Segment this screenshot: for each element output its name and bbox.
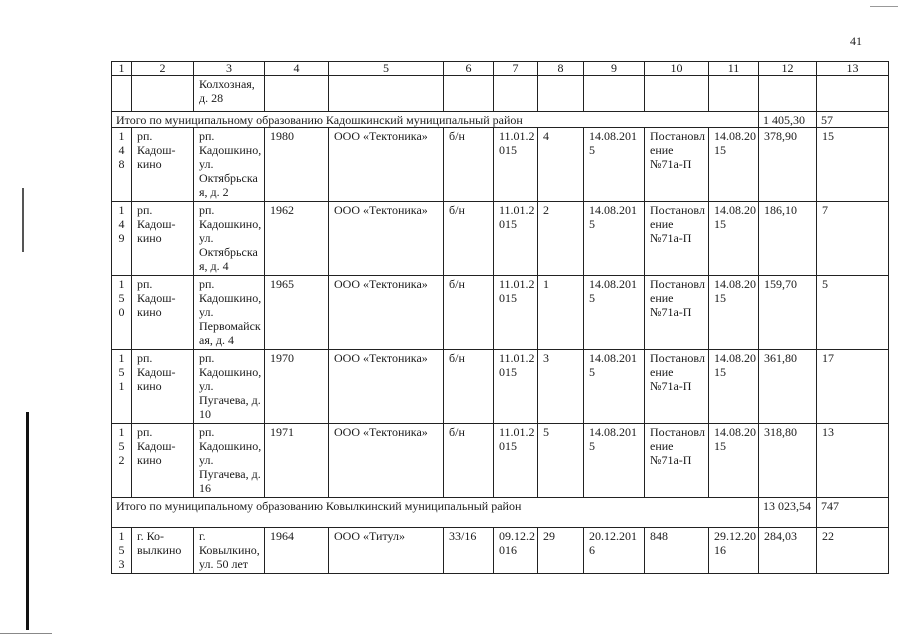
row-number-digit: 2 bbox=[118, 453, 125, 467]
row-number-digit: 5 bbox=[118, 439, 125, 453]
cell-doc-no: 33/16 bbox=[444, 528, 494, 574]
scan-artifact-left-bar bbox=[26, 412, 29, 630]
row-number-digit: 1 bbox=[118, 129, 125, 143]
header-cell-12: 12 bbox=[759, 62, 817, 76]
cell-year: 1962 bbox=[265, 202, 329, 276]
cell-date2: 14.08.2015 bbox=[584, 424, 645, 498]
row-number bbox=[112, 276, 132, 350]
cell-year: 1970 bbox=[265, 350, 329, 424]
cell-people: 15 bbox=[817, 128, 889, 202]
cell-date1: 11.01.2015 bbox=[494, 128, 538, 202]
cell-date3: 14.08.2015 bbox=[709, 128, 759, 202]
table-cell bbox=[444, 76, 494, 112]
table-row bbox=[112, 128, 889, 202]
cell-date2: 14.08.2015 bbox=[584, 202, 645, 276]
scan-artifact-left bbox=[22, 188, 24, 252]
scan-artifact-top bbox=[870, 6, 898, 7]
cell-date1: 11.01.2015 bbox=[494, 202, 538, 276]
row-number bbox=[112, 350, 132, 424]
cell-units: 3 bbox=[538, 350, 584, 424]
cell-org: ООО «Тектоника» bbox=[329, 276, 444, 350]
table-cell bbox=[494, 76, 538, 112]
cell-doc-no: б/н bbox=[444, 128, 494, 202]
cell-settlement: рп. Кадош-кино bbox=[132, 276, 194, 350]
cell-year: 1971 bbox=[265, 424, 329, 498]
cell-people: 22 bbox=[817, 528, 889, 574]
cell-date1: 11.01.2015 bbox=[494, 276, 538, 350]
cell-units: 5 bbox=[538, 424, 584, 498]
cell-org: ООО «Тектоника» bbox=[329, 424, 444, 498]
header-cell-10: 10 bbox=[645, 62, 709, 76]
cell-org: ООО «Тектоника» bbox=[329, 128, 444, 202]
scan-artifact-bottom bbox=[0, 633, 52, 634]
header-cell-11: 11 bbox=[709, 62, 759, 76]
cell-people: 17 bbox=[817, 350, 889, 424]
cell-units: 1 bbox=[538, 276, 584, 350]
cell-area: 284,03 bbox=[759, 528, 817, 574]
cell-year: 1980 bbox=[265, 128, 329, 202]
cell-people: 7 bbox=[817, 202, 889, 276]
cell-doc: Постановление №71а-П bbox=[645, 350, 709, 424]
table-cell bbox=[538, 76, 584, 112]
header-cell-7: 7 bbox=[494, 62, 538, 76]
summary-count: 57 bbox=[817, 112, 889, 128]
cell-org: ООО «Тектоника» bbox=[329, 202, 444, 276]
cell-date3: 14.08.2015 bbox=[709, 350, 759, 424]
cell-date2: 20.12.2016 bbox=[584, 528, 645, 574]
cell-people: 13 bbox=[817, 424, 889, 498]
header-row bbox=[112, 62, 889, 76]
summary-area: 13 023,54 bbox=[759, 498, 817, 528]
row-number-digit: 5 bbox=[118, 543, 125, 557]
row-number-digit: 1 bbox=[118, 425, 125, 439]
cell-date2: 14.08.2015 bbox=[584, 276, 645, 350]
cell-area: 186,10 bbox=[759, 202, 817, 276]
cell-area: 318,80 bbox=[759, 424, 817, 498]
row-number-digit: 1 bbox=[118, 277, 125, 291]
summary-label: Итого по муниципальному образованию Кадошкинский муниципальный район bbox=[112, 112, 759, 128]
cell-address: рп. Кадошкино, ул. Октябрьская, д. 4 bbox=[194, 202, 265, 276]
cell-area: 378,90 bbox=[759, 128, 817, 202]
cell-org: ООО «Титул» bbox=[329, 528, 444, 574]
row-number-digit: 1 bbox=[118, 203, 125, 217]
table-cell bbox=[265, 76, 329, 112]
row-number-digit: 1 bbox=[118, 529, 125, 543]
cell-doc: 848 bbox=[645, 528, 709, 574]
cell-doc-no: б/н bbox=[444, 424, 494, 498]
cell-date3: 14.08.2015 bbox=[709, 276, 759, 350]
cell-settlement: рп. Кадош-кино bbox=[132, 350, 194, 424]
row-number-digit: 8 bbox=[118, 157, 125, 171]
table-cell bbox=[132, 76, 194, 112]
table-row bbox=[112, 350, 889, 424]
row-number-digit: 1 bbox=[118, 351, 125, 365]
header-cell-4: 4 bbox=[265, 62, 329, 76]
cell-doc-no: б/н bbox=[444, 276, 494, 350]
summary-label: Итого по муниципальному образованию Ковылкинский муниципальный район bbox=[112, 498, 759, 528]
cell-doc: Постановление №71а-П bbox=[645, 424, 709, 498]
cell-date1: 09.12.2016 bbox=[494, 528, 538, 574]
page-number: 41 bbox=[850, 34, 862, 48]
table-cell bbox=[817, 76, 889, 112]
cell-area: 361,80 bbox=[759, 350, 817, 424]
header-cell-8: 8 bbox=[538, 62, 584, 76]
cell-org: ООО «Тектоника» bbox=[329, 350, 444, 424]
cell-address: рп. Кадошкино, ул. Октябрьская, д. 2 bbox=[194, 128, 265, 202]
summary-row-kadoshkino bbox=[112, 112, 889, 128]
summary-row-kovylkino bbox=[112, 498, 889, 528]
table-cell bbox=[645, 76, 709, 112]
cell-units: 29 bbox=[538, 528, 584, 574]
cell-doc: Постановление №71а-П bbox=[645, 202, 709, 276]
cell-people: 5 bbox=[817, 276, 889, 350]
row-number bbox=[112, 202, 132, 276]
cell-doc-no: б/н bbox=[444, 350, 494, 424]
header-cell-9: 9 bbox=[584, 62, 645, 76]
cell-settlement: рп. Кадош-кино bbox=[132, 128, 194, 202]
row-number bbox=[112, 528, 132, 574]
cell-date2: 14.08.2015 bbox=[584, 128, 645, 202]
table-cell: Колхозная, д. 28 bbox=[194, 76, 265, 112]
cell-units: 2 bbox=[538, 202, 584, 276]
continuation-row bbox=[112, 76, 889, 112]
cell-address: рп. Кадошкино, ул. Пугачева, д. 16 bbox=[194, 424, 265, 498]
cell-date3: 29.12.2016 bbox=[709, 528, 759, 574]
table-cell bbox=[329, 76, 444, 112]
table-row bbox=[112, 424, 889, 498]
header-cell-3: 3 bbox=[194, 62, 265, 76]
row-number-digit: 4 bbox=[118, 217, 125, 231]
cell-date3: 14.08.2015 bbox=[709, 202, 759, 276]
header-cell-5: 5 bbox=[329, 62, 444, 76]
table-row bbox=[112, 202, 889, 276]
cell-date1: 11.01.2015 bbox=[494, 350, 538, 424]
cell-settlement: рп. Кадош-кино bbox=[132, 202, 194, 276]
row-number-digit: 9 bbox=[118, 231, 125, 245]
header-cell-1: 1 bbox=[112, 62, 132, 76]
cell-address: рп. Кадошкино, ул. Пугачева, д. 10 bbox=[194, 350, 265, 424]
row-number-digit: 0 bbox=[118, 305, 125, 319]
header-cell-6: 6 bbox=[444, 62, 494, 76]
cell-address: г. Ковылкино, ул. 50 лет bbox=[194, 528, 265, 574]
table-row bbox=[112, 528, 889, 574]
row-number-digit: 4 bbox=[118, 143, 125, 157]
row-number-digit: 5 bbox=[118, 365, 125, 379]
header-cell-2: 2 bbox=[132, 62, 194, 76]
table-cell bbox=[759, 76, 817, 112]
row-number bbox=[112, 128, 132, 202]
cell-date3: 14.08.2015 bbox=[709, 424, 759, 498]
cell-area: 159,70 bbox=[759, 276, 817, 350]
row-number-digit: 3 bbox=[118, 557, 125, 571]
table-cell bbox=[709, 76, 759, 112]
cell-date2: 14.08.2015 bbox=[584, 350, 645, 424]
table-cell bbox=[584, 76, 645, 112]
cell-doc: Постановление №71а-П bbox=[645, 276, 709, 350]
table-cell bbox=[112, 76, 132, 112]
row-number bbox=[112, 424, 132, 498]
cell-units: 4 bbox=[538, 128, 584, 202]
cell-address: рп. Кадошкино, ул. Первомайская, д. 4 bbox=[194, 276, 265, 350]
table-row bbox=[112, 276, 889, 350]
summary-area: 1 405,30 bbox=[759, 112, 817, 128]
row-number-digit: 5 bbox=[118, 291, 125, 305]
cell-doc: Постановление №71а-П bbox=[645, 128, 709, 202]
header-cell-13: 13 bbox=[817, 62, 889, 76]
cell-doc-no: б/н bbox=[444, 202, 494, 276]
row-number-digit: 1 bbox=[118, 379, 125, 393]
summary-count: 747 bbox=[817, 498, 889, 528]
cell-settlement: рп. Кадош-кино bbox=[132, 424, 194, 498]
cell-date1: 11.01.2015 bbox=[494, 424, 538, 498]
cell-year: 1964 bbox=[265, 528, 329, 574]
cell-year: 1965 bbox=[265, 276, 329, 350]
housing-register-table bbox=[111, 61, 889, 574]
cell-settlement: г. Ко-вылкино bbox=[132, 528, 194, 574]
